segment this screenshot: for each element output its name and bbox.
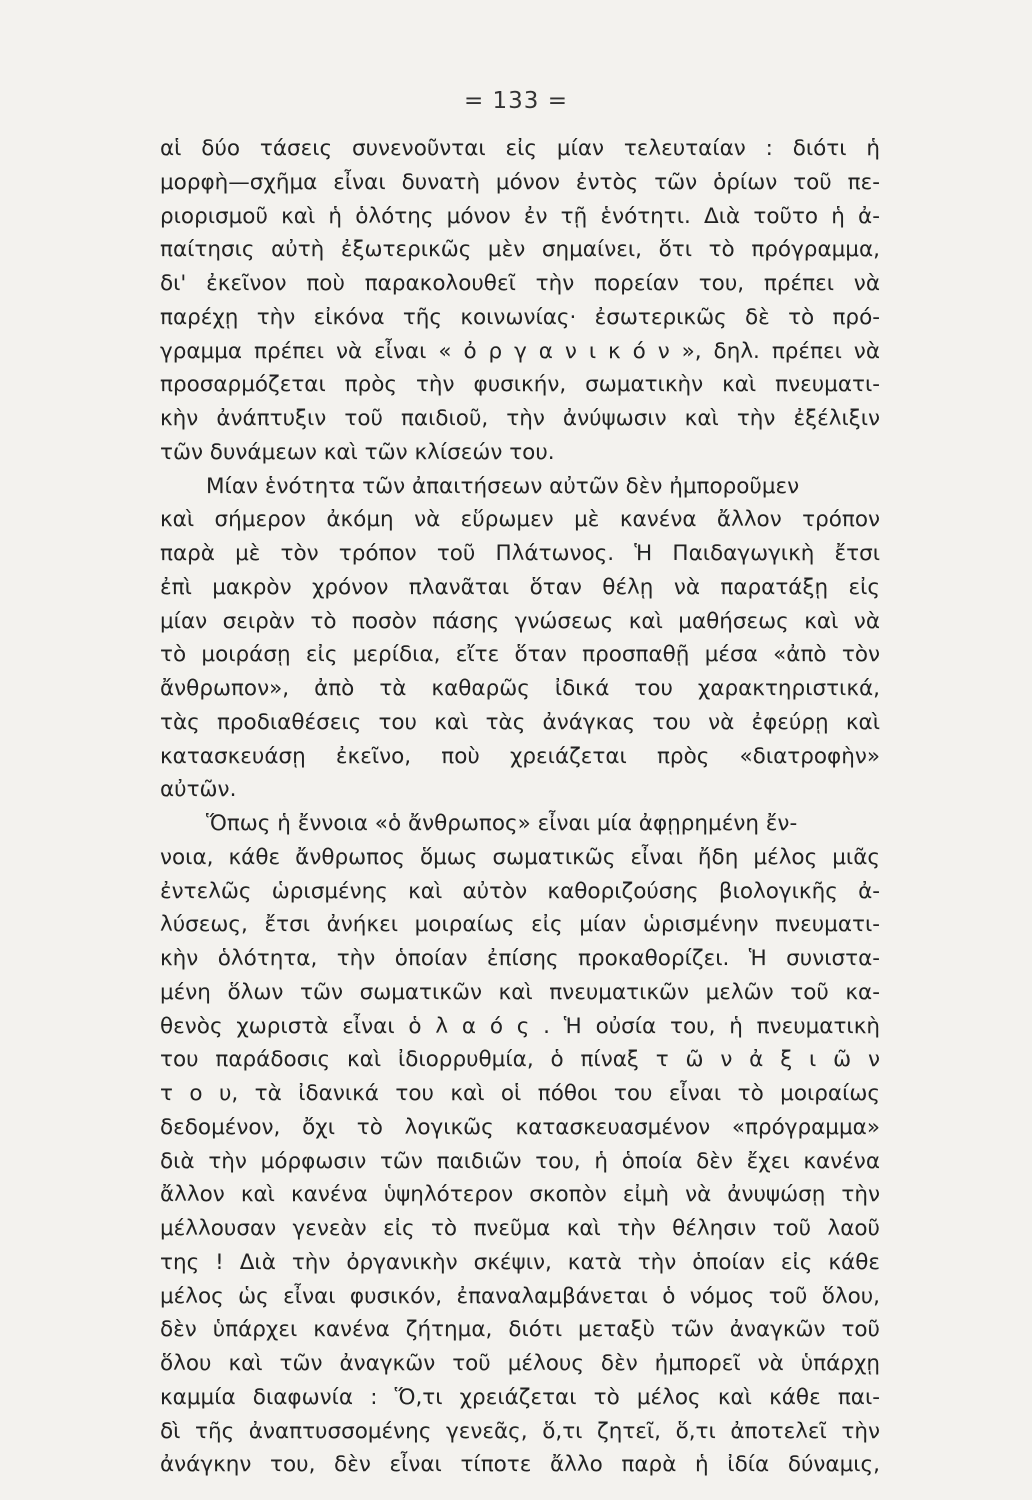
- text-line: τὰς προδιαθέσεις του καὶ τὰς ἀνάγκας του νὰ ἐφεύρῃ καὶ: [160, 709, 880, 735]
- text-line: καὶ σήμερον ἀκόμη νὰ εὕρωμεν μὲ κανένα ἄλλον τρόπον: [160, 507, 880, 533]
- text-line: λύσεως, ἔτσι ἀνήκει μοιραίως εἰς μίαν ὡρισμένην πνευματι-: [160, 912, 880, 938]
- text-line: διὰ τὴν μόρφωσιν τῶν παιδιῶν του, ἡ ὁποία δὲν ἔχει κανένα: [160, 1148, 880, 1174]
- text-line: γραμμα πρέπει νὰ εἶναι « ὀ ρ γ α ν ι κ ό ν », δηλ. πρέπει νὰ: [160, 338, 880, 364]
- text-line: κὴν ὁλότητα, τὴν ὁποίαν ἐπίσης προκαθορίζει. Ἡ συνιστα-: [160, 946, 880, 971]
- text-line: ἄλλον καὶ κανένα ὑψηλότερον σκοπὸν εἰμὴ νὰ ἀνυψώσῃ τὴν: [160, 1182, 880, 1208]
- text-line: δὲν ὑπάρχει κανένα ζήτημα, διότι μεταξὺ τῶν ἀναγκῶν τοῦ: [160, 1317, 880, 1343]
- text-line: αὐτῶν.: [160, 777, 237, 803]
- text-line: τ ο υ, τὰ ἰδανικά του καὶ οἱ πόθοι του εἶναι τὸ μοιραίως: [160, 1081, 880, 1106]
- text-line: ὅλου καὶ τῶν ἀναγκῶν τοῦ μέλους δὲν ἠμπορεῖ νὰ ὑπάρχῃ: [160, 1351, 880, 1376]
- text-line: δεδομένον, ὄχι τὸ λογικῶς κατασκευασμένον «πρόγραμμα»: [160, 1114, 880, 1140]
- text-line: Μίαν ἑνότητα τῶν ἀπαιτήσεων αὐτῶν δὲν ἠμποροῦμεν: [206, 473, 800, 499]
- text-line: κατασκευάσῃ ἐκεῖνο, ποὺ χρειάζεται πρὸς «διατροφὴν»: [160, 743, 880, 769]
- text-line: τὸ μοιράσῃ εἰς μερίδια, εἴτε ὅταν προσπαθῇ μέσα «ἀπὸ τὸν: [160, 642, 880, 668]
- text-line: θενὸς χωριστὰ εἶναι ὁ λ α ό ς . Ἡ οὐσία του, ἡ πνευματικὴ: [160, 1013, 880, 1039]
- text-line: ριορισμοῦ καὶ ἡ ὁλότης μόνον ἐν τῇ ἑνότητι. Διὰ τοῦτο ἡ ἀ-: [160, 203, 880, 229]
- body-text: [160, 132, 880, 1482]
- text-line: νοια, κάθε ἄνθρωπος ὅμως σωματικῶς εἶναι ἤδη μέλος μιᾶς: [160, 844, 880, 870]
- text-line: μορφὴ—σχῆμα εἶναι δυνατὴ μόνον ἐντὸς τῶν ὁρίων τοῦ πε-: [160, 169, 880, 195]
- text-line: μέλος ὡς εἶναι φυσικόν, ἐπαναλαμβάνεται ὁ νόμος τοῦ ὅλου,: [160, 1283, 880, 1309]
- text-line: τῶν δυνάμεων καὶ τῶν κλίσεών του.: [160, 439, 555, 465]
- text-line: καμμία διαφωνία : Ὅ,τι χρειάζεται τὸ μέλος καὶ κάθε παι-: [160, 1384, 880, 1410]
- text-line: ἐντελῶς ὡρισμένης καὶ αὐτὸν καθοριζούσης βιολογικῆς ἀ-: [160, 878, 880, 904]
- text-line: μέλλουσαν γενεὰν εἰς τὸ πνεῦμα καὶ τὴν θέλησιν τοῦ λαοῦ: [160, 1216, 880, 1241]
- text-line: παρέχῃ τὴν εἰκόνα τῆς κοινωνίας· ἐσωτερικῶς δὲ τὸ πρό-: [160, 304, 880, 330]
- text-line: παίτησις αὐτὴ ἐξωτερικῶς μὲν σημαίνει, ὅτι τὸ πρόγραμμα,: [160, 237, 880, 263]
- text-line: δὶ τῆς ἀναπτυσσομένης γενεᾶς, ὅ,τι ζητεῖ, ὅ,τι ἀποτελεῖ τὴν: [160, 1418, 880, 1444]
- text-line: παρὰ μὲ τὸν τρόπον τοῦ Πλάτωνος. Ἡ Παιδαγωγικὴ ἔτσι: [160, 541, 880, 566]
- text-line: προσαρμόζεται πρὸς τὴν φυσικήν, σωματικὴν καὶ πνευματι-: [160, 372, 880, 398]
- text-line: δι' ἐκεῖνον ποὺ παρακολουθεῖ τὴν πορείαν του, πρέπει νὰ: [160, 271, 880, 296]
- text-line: ἀνάγκην του, δὲν εἶναι τίποτε ἄλλο παρὰ ἡ ἰδία δύναμις,: [160, 1452, 880, 1478]
- text-line: ἄνθρωπον», ἀπὸ τὰ καθαρῶς ἰδικά του χαρακτηριστικά,: [160, 676, 880, 701]
- text-line: Ὅπως ἡ ἔννοια «ὁ ἄνθρωπος» εἶναι μία ἀφῃρημένη ἔν-: [206, 811, 798, 836]
- text-line: αἱ δύο τάσεις συνενοῦνται εἰς μίαν τελευταίαν : διότι ἡ: [160, 136, 880, 161]
- text-line: κὴν ἀνάπτυξιν τοῦ παιδιοῦ, τὴν ἀνύψωσιν καὶ τὴν ἐξέλιξιν: [160, 406, 880, 431]
- text-line: μένη ὅλων τῶν σωματικῶν καὶ πνευματικῶν μελῶν τοῦ κα-: [160, 979, 880, 1005]
- text-line: του παράδοσις καὶ ἰδιορρυθμία, ὁ πίναξ τ ῶ ν ἀ ξ ι ῶ ν: [160, 1047, 880, 1073]
- text-line: μίαν σειρὰν τὸ ποσὸν πάσης γνώσεως καὶ μαθήσεως καὶ νὰ: [160, 608, 880, 634]
- text-line: ἐπὶ μακρὸν χρόνον πλανᾶται ὅταν θέλῃ νὰ παρατάξῃ εἰς: [160, 574, 880, 600]
- page-number: = 133 =: [463, 88, 569, 114]
- text-line: της ! Διὰ τὴν ὀργανικὴν σκέψιν, κατὰ τὴν ὁποίαν εἰς κάθε: [160, 1249, 880, 1275]
